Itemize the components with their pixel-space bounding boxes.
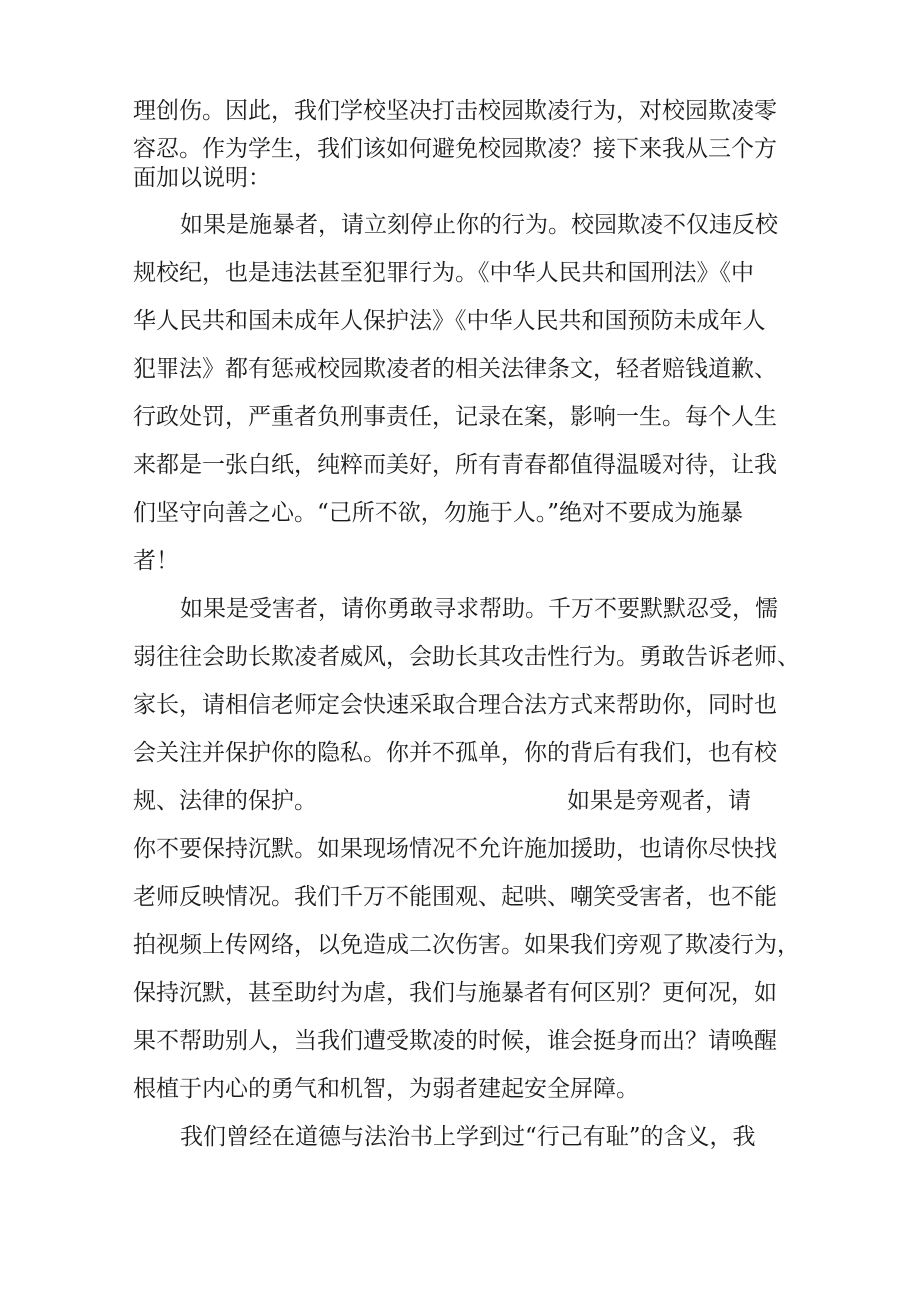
text-line: 根植于内心的勇气和机智，为弱者建起安全屏障。: [133, 1076, 639, 1102]
text-line: 弱往往会助长欺凌者威风，会助长其攻击性行为。勇敢告诉老师、: [133, 644, 800, 670]
text-line: 保持沉默，甚至助纣为虐，我们与施暴者有何区别？更何况，如: [133, 980, 777, 1006]
text-line: 行政处罚，严重者负刑事责任，记录在案，影响一生。每个人生: [133, 404, 777, 430]
text-line: 果不帮助别人，当我们遭受欺凌的时候，谁会挺身而出？请唤醒: [133, 1028, 777, 1054]
text-line: 华人民共和国未成年人保护法》《中华人民共和国预防未成年人: [133, 308, 766, 334]
text-line: 者！: [133, 548, 179, 574]
text-line: 你不要保持沉默。如果现场情况不允许施加援助，也请你尽快找: [133, 836, 777, 862]
text-line: 规校纪，也是违法甚至犯罪行为。《中华人民共和国刑法》《中: [133, 260, 754, 286]
text-line: 理创伤。因此，我们学校坚决打击校园欺凌行为，对校园欺凌零: [133, 98, 777, 124]
text-line: 如果是受害者，请你勇敢寻求帮助。千万不要默默忍受，懦: [180, 596, 778, 622]
text-line: 们坚守向善之心。“己所不欲，勿施于人。”绝对不要成为施暴: [133, 500, 744, 526]
text-line: 老师反映情况。我们千万不能围观、起哄、嘲笑受害者，也不能: [133, 884, 777, 910]
text-line: 如果是施暴者，请立刻停止你的行为。校园欺凌不仅违反校: [180, 212, 778, 238]
text-line: 如果是旁观者，请: [567, 788, 751, 814]
text-line: 容忍。作为学生，我们该如何避免校园欺凌？接下来我从三个方: [133, 136, 777, 162]
text-line: 我们曾经在道德与法治书上学到过“行己有耻”的含义，我: [180, 1124, 756, 1150]
text-line: 犯罪法》都有惩戒校园欺凌者的相关法律条文，轻者赔钱道歉、: [133, 356, 777, 382]
text-line: 会关注并保护你的隐私。你并不孤单，你的背后有我们，也有校: [133, 740, 777, 766]
text-line: 家长，请相信老师定会快速采取合理合法方式来帮助你，同时也: [133, 692, 777, 718]
text-line: 规、法律的保护。: [133, 788, 317, 814]
text-line: 拍视频上传网络，以免造成二次伤害。如果我们旁观了欺凌行为，: [133, 932, 800, 958]
text-line: 面加以说明：: [133, 165, 271, 191]
text-line: 来都是一张白纸，纯粹而美好，所有青春都值得温暖对待，让我: [133, 452, 777, 478]
